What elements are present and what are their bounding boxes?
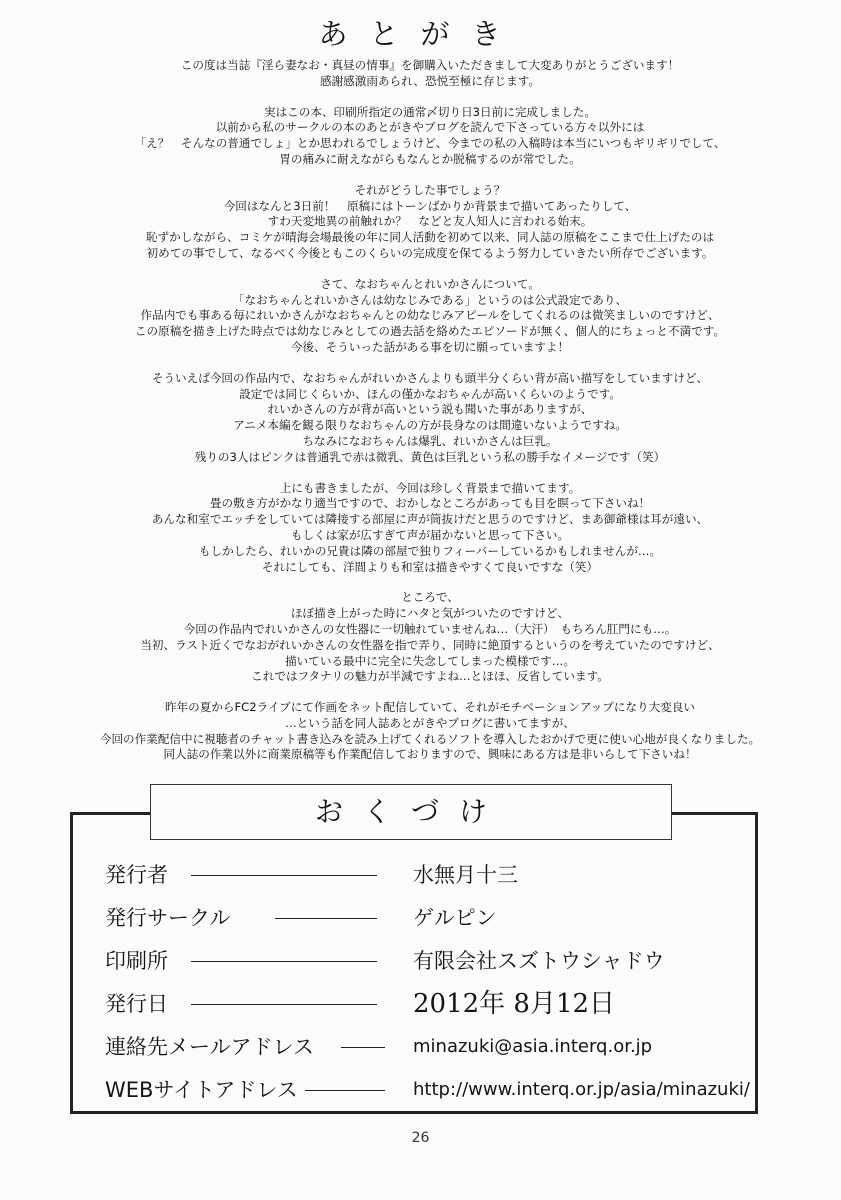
colophon-row-printer [105, 943, 745, 979]
afterword-paragraph [60, 58, 800, 90]
afterword-line: あんな和室でエッチをしていては隣接する部屋に声が筒抜けだと思うのですけど、まあ御爺様は耳が遠い、 [151, 512, 709, 527]
afterword-line: 「なおちゃんとれいかさんは幼なじみである」というのは公式設定であり、 [232, 292, 628, 307]
afterword-paragraph [60, 183, 800, 262]
afterword-paragraph [60, 371, 800, 466]
colophon-label: 連絡先メールアドレス [105, 1035, 314, 1059]
afterword-line: この原稿を描き上げた時点では幼なじみとしての過去話を絡めたエピソードが無く、個人的にちょっと不満です。 [134, 324, 726, 339]
afterword-line: 「え？ そんなの普通でしょ」とか思われるでしょうけど、今までの私の入稿時は本当にいつもギリギリでして、 [134, 136, 726, 151]
afterword-line: すわ天変地異の前触れか？ などと友人知人に言われる始末。 [267, 214, 593, 229]
afterword-line: 恥ずかしながら、コミケが晴海会場最後の年に同人活動を初めて以来、同人誌の原稿をここまで仕上げたのは [145, 230, 715, 245]
colophon-value: minazuki@asia.interq.or.jp [413, 1036, 653, 1057]
afterword-line: それにしても、洋間よりも和室は描きやすくて良いですな（笑） [261, 559, 599, 574]
afterword-line: さて、なおちゃんとれいかさんについて。 [320, 276, 540, 291]
colophon-value: 水無月十三 [413, 863, 518, 887]
afterword-line: れいかさんの方が背が高いという説も聞いた事がありますが、 [267, 402, 593, 417]
afterword-body [60, 58, 800, 778]
colophon-box [70, 812, 758, 1114]
afterword-line: 胃の痛みに耐えながらもなんとか脱稿するのが常でした。 [279, 151, 581, 166]
afterword-line: 描いている最中に完全に失念してしまった模様です…。 [285, 653, 575, 668]
colophon-row-date [105, 986, 745, 1022]
leader-line [275, 918, 377, 919]
afterword-line: ほぼ描き上がった時にハタと気がついたのですけど、 [290, 606, 570, 621]
afterword-line: ちなみになおちゃんは爆乳、れいかさんは巨乳。 [302, 433, 558, 448]
afterword-line: 残りの3人はピンクは普通乳で赤は微乳、黄色は巨乳という私の勝手なイメージです（笑） [194, 449, 666, 464]
colophon-label: 発行者 [105, 863, 168, 887]
colophon-value: 2012年 8月12日 [413, 989, 616, 1019]
afterword-line: もしくは家が広すぎて声が届かないと思って下さい。 [290, 527, 570, 542]
afterword-line: ところで、 [401, 590, 459, 605]
colophon-label: 発行サークル [105, 906, 231, 930]
afterword-title: あとがき [318, 17, 523, 51]
afterword-line: 当初、ラスト近くでなおがれいかさんの女性器を指で弄り、同時に絶頂するというのを考えていたのですけど、 [140, 637, 720, 652]
colophon-row-email [105, 1029, 745, 1065]
afterword-paragraph [60, 700, 800, 763]
afterword-line: 実はこの本、印刷所指定の通常〆切り日3日前に完成しました。 [263, 104, 596, 119]
afterword-paragraph [60, 277, 800, 356]
afterword-line: 作品内でも事ある毎にれいかさんがなおちゃんとの幼なじみアピールをしてくれるのは微笑ましいのですけど、 [140, 308, 720, 323]
afterword-line: それがどうした事でしょう？ [354, 182, 506, 197]
afterword-line: もしかしたら、れいかの兄貴は隣の部屋で独りフィーバーしているかもしれませんが…。 [198, 543, 662, 558]
leader-line [191, 1004, 377, 1005]
afterword-line: これではフタナリの魅力が半減ですよね…とほほ、反省しています。 [251, 669, 609, 684]
leader-line [191, 961, 377, 962]
colophon-label: 発行日 [105, 992, 168, 1016]
afterword-paragraph [60, 590, 800, 685]
leader-line [305, 1090, 385, 1091]
colophon-title: おくづけ [150, 784, 672, 840]
afterword-paragraph [60, 105, 800, 168]
afterword-line: 上にも書きましたが、今回は珍しく背景まで描いてます。 [279, 480, 581, 495]
colophon-row-publisher [105, 857, 745, 893]
afterword-line: 今後、そういった話がある事を切に願っていますよ！ [290, 339, 570, 354]
afterword-line: 今回の作品内でれいかさんの女性器に一切触れていませんね…（大汗） もちろん肛門にも…。 [183, 621, 677, 636]
afterword-line: 畳の敷き方がかなり適当ですので、おかしなところがあっても目を瞑って下さいね！ [209, 496, 651, 511]
afterword-line: 今回の作業配信中に視聴者のチャット書き込みを読み上げてくれるソフトを導入したおかげで更に使い心地が良くなりました。 [99, 731, 761, 746]
colophon-value: http://www.interq.or.jp/asia/minazuki/ [413, 1079, 750, 1100]
afterword-line: この度は当誌『淫ら妻なお・真昼の情事』を御購入いただきまして大変ありがとうございます！ [180, 58, 680, 72]
colophon-label: WEBサイトアドレス [105, 1078, 298, 1102]
colophon-value: 有限会社スズトウシャドウ [413, 949, 665, 973]
afterword-line: 以前から私のサークルの本のあとがきやブログを読んで下さっている方々以外には [215, 120, 645, 135]
afterword-line: …という話を同人誌あとがきやブログに書いてますが、 [285, 715, 575, 730]
colophon-label: 印刷所 [105, 949, 168, 973]
page-number: 26 [411, 1130, 430, 1146]
colophon-row-website [105, 1072, 750, 1108]
afterword-line: 今回はなんと3日前！ 原稿にはトーンばかりか背景まで描いてあったりして、 [223, 198, 637, 213]
leader-line [341, 1047, 385, 1048]
afterword-line: そういえば今回の作品内で、なおちゃんがれいかさんよりも頭半分くらい背が高い描写をしていますけど、 [151, 370, 709, 385]
afterword-line: 感謝感激雨あられ、恐悦至極に存じます。 [319, 73, 541, 88]
colophon-row-circle [105, 900, 745, 936]
afterword-line: 初めての事でして、なるべく今後ともこのくらいの完成度を保てるよう努力していきたい所存でございます。 [146, 245, 714, 260]
colophon-value: ゲルピン [413, 906, 497, 930]
afterword-line: 設定では同じくらいか、ほんの僅かなおちゃんが高いくらいのようです。 [239, 386, 621, 401]
afterword-paragraph [60, 481, 800, 576]
afterword-line: アニメ本編を観る限りなおちゃんの方が長身なのは間違いないようですね。 [233, 418, 627, 433]
leader-line [191, 875, 377, 876]
afterword-line: 同人誌の作業以外に商業原稿等も作業配信しておりますので、興味にある方は是非いらして下さいね！ [163, 747, 697, 762]
afterword-line: 昨年の夏からFC2ライブにて作画をネット配信していて、それがモチベーションアップになり大変良い [164, 700, 696, 715]
